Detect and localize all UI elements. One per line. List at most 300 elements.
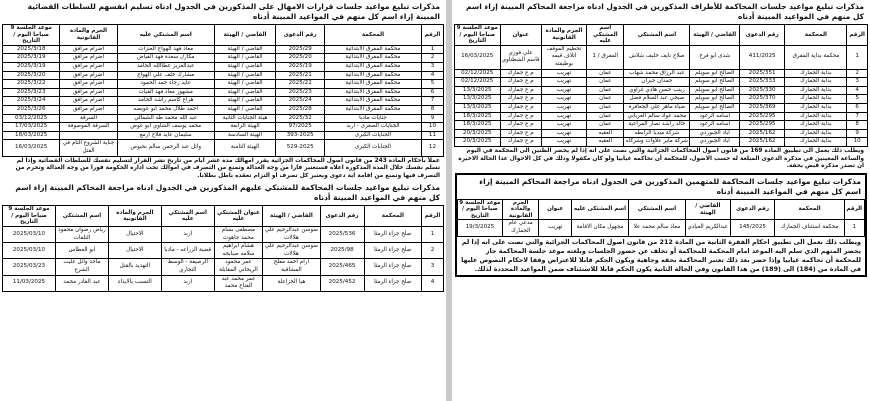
column-header: المحكمة (785, 25, 847, 46)
table-row (3, 88, 444, 97)
table-cell: الصالح ابو سويلم (690, 78, 740, 87)
table-cell: 2025/330 (740, 86, 785, 95)
table-cell: 8 (421, 105, 443, 114)
column-header: الجرم والمادة القانونية (108, 206, 161, 227)
table-cell: بداية الجمارك (785, 86, 847, 95)
table-cell: 411/2025 (740, 45, 785, 69)
left-table2-header (3, 206, 444, 227)
table-cell: 6 (847, 103, 868, 112)
table-cell: 02/12/2025 (455, 78, 501, 87)
table-cell: م ع جمارك (500, 78, 541, 87)
table-cell: محكمة المفرق الابتدائية (324, 80, 421, 89)
table-cell: ضياء ماهر علي الجعافرة (624, 103, 690, 112)
table-cell: بداية الجمارك (785, 95, 847, 104)
table-cell: صلح جزاء الرمثا (364, 243, 421, 259)
table-cell: محكمة المفرق الابتدائية (324, 71, 421, 80)
table-cell: 2 (421, 243, 443, 259)
table-cell: اضرام مرافق (60, 45, 117, 54)
table-row (3, 54, 444, 63)
table-cell: قضية الزراعه - مادبا (161, 243, 214, 259)
column-header: القاضي / الهيئة (685, 199, 730, 220)
table-cell: تهريب (541, 129, 586, 138)
table-cell: تهريب (541, 121, 586, 130)
column-header: الجرم والمادة القانونية (541, 25, 586, 46)
table-cell: عبد الله محمد طه الشمالي (117, 114, 214, 123)
table-row (455, 121, 868, 130)
table-cell: القاضي / الهيئة (214, 80, 276, 89)
table-cell: عمان (587, 86, 624, 95)
table-cell: 2025/162 (740, 138, 785, 147)
table-cell: 4 (847, 86, 868, 95)
column-header: الرقم (421, 25, 443, 46)
table-cell: جناية الشروع التام في القتل (60, 140, 117, 156)
table-cell: 2025/23 (276, 88, 325, 97)
table-cell: التسبب بالايذاء (108, 275, 161, 291)
table-cell: الصالح ابو سويلم (690, 95, 740, 104)
table-cell: بداية الجمارك (785, 103, 847, 112)
table-cell: الاحتيال (108, 243, 161, 259)
right-note1: ويطلب ذلك بعمل الى تطبيق المادة 169 من قانون اصول المحاكمات الجزائية والتي نصت على انه إذا لم يحضر الظنين الى المحكمة في اليوم والساعة المعينين في مذكرة الدعوى المبلغة له حسب الاصول، للمحكمة أن تحاكمه غيابيا ولو كان مكفولا وذلك في كل الاحوال عدا الحالة الاخيرة ان تصدر مذكرة قبض بحقه. (458, 147, 864, 170)
right-table2-body (458, 220, 865, 236)
table-cell: 2025/3/22 (3, 80, 60, 89)
table-cell: تهريب (541, 69, 586, 78)
column-header: رقم الدعوى (320, 206, 364, 227)
table-cell: محكمة المفرق الابتدائية (324, 97, 421, 106)
table-cell: ابو العطاس (55, 243, 108, 259)
table-cell: شركة ميديا الرابطه (624, 129, 690, 138)
table-cell: هزاع كاسم راشد الحامد (117, 97, 214, 106)
table-cell: 13/3/2025 (455, 86, 501, 95)
left-note1: عملاً بأحكام المادة 243 من قانون اصول المحاكمات الجزائية يقرر امهالك مدة عشر أيام من تاريخ نشر القرار لتسليم نفسك للسلطات القضائية وإذا لم تسلم نفسك خلال المدة المذكورة اعلاه فستعتبر فارا من وجه العدالة وتمنع من التصرف في اموالك تحت ادارة الحكومة فورا من وجه العدالة وتحرم من التصرف فيها وتمنع من اقامة اية دعوى ويعتبر كل تصرف او التزام تعقده باطل بطلانا. (15, 157, 440, 179)
table-row (3, 105, 444, 114)
column-header: رقم الدعوى (730, 199, 775, 220)
table-cell: 2 (421, 54, 443, 63)
table-cell: هشام ابراهيم سلامه صبابحه (214, 243, 263, 259)
table-cell: عمان (587, 103, 624, 112)
table-cell: الهيئة الرابعة (214, 123, 276, 132)
table-cell: 9 (421, 114, 443, 123)
table-cell: 145/2025 (730, 220, 775, 236)
left-table1-body (3, 45, 444, 156)
right-table1-body (455, 45, 868, 146)
table-cell: عبد الرزاق محمد شهاب (624, 69, 690, 78)
table-cell: 17/03/2025 (3, 123, 60, 132)
table-cell: حمدان جبران (624, 78, 690, 87)
table-row (3, 131, 444, 140)
table-cell: اربد (161, 227, 214, 243)
column-header: رقم الدعوى (276, 25, 325, 46)
table-cell: شدى ابو فرخ (690, 45, 740, 69)
column-header: الجرم والمادة القانونية (60, 25, 117, 46)
column-header: موعد الجلسة 9 صباحا اليوم / التاريخ (3, 25, 60, 46)
table-cell: زينب حسن هادي غراوي (624, 86, 690, 95)
table-cell: القاضي / الهيئة (214, 88, 276, 97)
table-cell: م ع جمارك (500, 112, 541, 121)
table-cell: صبحي عبد السلام فضل (624, 95, 690, 104)
table-row (455, 103, 868, 112)
table-cell: محكمة بداية المفرق (785, 45, 847, 69)
table-row (3, 243, 444, 259)
table-cell: م ع جمارك (500, 129, 541, 138)
table-row (3, 97, 444, 106)
table-cell: 2025/3/23 (3, 88, 60, 97)
table-cell: بداية الجمارك (785, 78, 847, 87)
table-cell: ارام احمد مفلح المشاقبة (263, 259, 320, 275)
table-row (455, 112, 868, 121)
table-row (3, 114, 444, 123)
table-cell: معاذ سالم محمد علا (628, 220, 685, 236)
table-cell: السرقة الموصوفة (60, 123, 117, 132)
table-cell: 3 (847, 78, 868, 87)
table-row (455, 138, 868, 147)
table-cell: القاضي / الهيئة (214, 62, 276, 71)
column-header: اسم المشتكي عليه (117, 25, 214, 46)
table-cell: م ع جمارك (500, 86, 541, 95)
table-cell: 4 (421, 71, 443, 80)
left-table1 (2, 24, 444, 157)
table-cell: شركة ماير علاوات وشركاه (624, 138, 690, 147)
column-header: الرقم (847, 25, 868, 46)
table-cell: مجهول مكان الاقامة (572, 220, 629, 236)
right-table2-header (458, 199, 865, 220)
table-cell: الجنايات الكبرى (324, 131, 421, 140)
table-cell: عمر محمد عبد الفتاح محمد (214, 275, 263, 291)
table-cell: 11/03/2025 (3, 275, 56, 291)
table-cell: السرقة (60, 114, 117, 123)
table-cell (60, 131, 117, 140)
table-cell: محكمة المفرق الابتدائية (324, 105, 421, 114)
table-cell: وائل عبد الرحمن سالم بحبوص (117, 140, 214, 156)
table-cell: صلاح نايف خليف شلاش (624, 45, 690, 69)
table-cell: صلح جزاء الرمثا (364, 259, 421, 275)
table-cell: 3 (421, 259, 443, 275)
table-cell: مشهور معاذ فهد الفيات (117, 88, 214, 97)
table-cell: 2025/3/24 (3, 97, 60, 106)
table-cell: جنايات مادبا (324, 114, 421, 123)
table-cell: 2025/19 (276, 62, 325, 71)
table-cell: م ع جمارك (500, 138, 541, 147)
table-row (455, 129, 868, 138)
table-cell: محكمة استئناف الجمارك (775, 220, 844, 236)
column-header: اسم المشتكي (55, 206, 108, 227)
left-section2-title: مذكرات تبليغ مواعيد جلسات المحاكمة للمشتكي عليهم المذكورين في الجدول ادناه مراجعة المحاكم المبينة إزاء اسم كل منهم في المواعيد المبينة أدناه (15, 183, 440, 203)
column-header: موعد الجلسة 9 صباحا اليوم / التاريخ (459, 199, 501, 219)
table-cell: 02/12/2025 (455, 69, 501, 78)
right-table2 (457, 199, 865, 237)
table-cell: 2025/24 (276, 97, 325, 106)
table-cell: 20/3/2025 (455, 129, 501, 138)
table-cell: تهريب (539, 220, 572, 236)
table-cell: اربد (161, 275, 214, 291)
column-header: المحكمة (324, 25, 421, 46)
table-cell: 2025/03/23 (3, 259, 56, 275)
table-cell: مدعي عام الجمارك (502, 220, 539, 236)
right-note2: ويطلب ذلك بعمل الى تطبيق احكام الفقرة الثانية من المادة 212 من قانون اصول المحاكمات الجزائية والتي نصت على انه إذا لم يحضر المتهم الذي سلم اليه الموعد امام المحكمة للمحاكمة أو تخلف عن حضور الجلسات وبلغته موعد جلسة المحاكمة جاز للمحكمة أن تحاكمه غيابيا وإذا حضر بعد ذلك تعتبر المحاكمة بحقه وجاهية ويكون الحكم قابلا للاعتراض وفقا لاحكام النصوص عليها في المادة من (184) الى (189) من هذا القانون وفي الحالة الثانية يكون الحكم قابلا للاستئناف ضمن المواعيد المحددة لذلك. (461, 237, 861, 273)
table-cell: عبد القادر محمد (55, 275, 108, 291)
table-cell: الجنايات الصغرى - اربد (324, 123, 421, 132)
table-cell: 2025/369 (740, 103, 785, 112)
table-cell: القاضي / الهيئة (214, 105, 276, 114)
table-row (458, 220, 865, 236)
table-cell: 2025/03/10 (3, 243, 56, 259)
table-cell: 2025/3/18 (3, 45, 60, 54)
table-cell: 2025/3/19 (3, 62, 60, 71)
table-cell: تهريب (541, 138, 586, 147)
table-cell: عايد رجاء حمد الحمود (117, 80, 214, 89)
table-cell: اضرام مرافق (60, 62, 117, 71)
table-cell: 2025/29 (276, 45, 325, 54)
table-cell: صلح جزاء الرمثا (364, 227, 421, 243)
column-header: اسم المشتكي (628, 199, 685, 220)
table-row (455, 78, 868, 87)
column-header: القاضي / الهيئة (690, 25, 740, 46)
table-cell: احمد طلال محمد ابو عويضه (117, 105, 214, 114)
table-cell: 16/03/2025 (455, 45, 501, 69)
right-column (452, 0, 870, 401)
table-cell: 18/3/2025 (455, 112, 501, 121)
table-cell: محكمة المفرق الابتدائية (324, 45, 421, 54)
right-table1-header (455, 25, 868, 46)
table-row (3, 227, 444, 243)
table-row (3, 275, 444, 291)
table-cell: 13/3/2025 (455, 103, 501, 112)
table-cell: م ع جمارك (500, 95, 541, 104)
table-cell: 5 (847, 95, 868, 104)
table-cell: اضرام مرافق (60, 71, 117, 80)
table-cell: م ع جمارك (500, 69, 541, 78)
table-cell: عمان (587, 121, 624, 130)
column-header: المحكمة (364, 206, 421, 227)
table-cell: 20/3/2025 (455, 138, 501, 147)
table-cell: 2025/452 (320, 275, 364, 291)
table-cell: 2025/28 (276, 105, 325, 114)
table-cell: 12 (421, 140, 443, 156)
table-cell: 7 (421, 97, 443, 106)
table-cell: اياد الجبوردي (690, 138, 740, 147)
table-cell: اضرام مرافق (60, 88, 117, 97)
table-cell: 2025/3/26 (3, 105, 60, 114)
table-cell: محكمة المفرق الابتدائية (324, 88, 421, 97)
table-cell: العقبه (587, 129, 624, 138)
table-cell: الرصيفة - الوسط التجاري (161, 259, 214, 275)
right-section1-title: مذكرات تبليغ مواعيد جلسات المحاكمة للأطراف المذكورين في الجدول ادناه مراجعة المحاكم المبينة إزاء اسم كل منهم في المواعيد المبينة أدناه (466, 2, 864, 21)
table-cell: بداية الجمارك (785, 138, 847, 147)
table-cell: عمان (587, 95, 624, 104)
table-cell: هيا الخزاعلة (263, 275, 320, 291)
table-cell: اياد الجبوردي (690, 129, 740, 138)
table-row (455, 45, 868, 69)
table-cell: 2025/3/19 (3, 54, 60, 63)
column-header: القاضي / الهيئة (214, 25, 276, 46)
table-cell: 2025/465 (320, 259, 364, 275)
table-cell: عمان (587, 69, 624, 78)
table-cell: 2025/21 (276, 71, 325, 80)
table-cell: اضرام مرافق (60, 54, 117, 63)
column-header: عنوان (500, 25, 541, 46)
table-cell: اسامه الرعود (690, 121, 740, 130)
table-row (455, 95, 868, 104)
table-cell: 13/3/2025 (455, 95, 501, 104)
table-cell: 1 (844, 220, 864, 236)
table-cell: 2025/536 (320, 227, 364, 243)
table-cell: رياض رضوان محمود التلفات (55, 227, 108, 243)
table-cell: المفرق / 1 (587, 45, 624, 69)
table-cell: 2025/20 (276, 54, 325, 63)
table-cell: محمد عواد سالم العرباني (624, 112, 690, 121)
table-cell: بداية الجمارك (785, 69, 847, 78)
column-header: رقم الدعوى (740, 25, 785, 46)
table-cell: تهريب (541, 103, 586, 112)
table-cell: خالد راشد نصار المراعية (624, 121, 690, 130)
table-cell: الصالح ابو سويلم (690, 86, 740, 95)
table-cell: القاضي / الهيئة (214, 54, 276, 63)
column-header: اسم المشتكي (624, 25, 690, 46)
column-header: عنوان المشتكي عليه (214, 206, 263, 227)
table-cell: 11 (421, 131, 443, 140)
table-cell: الاحتيال (108, 227, 161, 243)
table-cell: 9 (847, 129, 868, 138)
table-cell: 2025/03/10 (3, 227, 56, 243)
right-table1 (454, 24, 868, 147)
table-cell: 2025/3/20 (3, 71, 60, 80)
table-cell: الجنايات الكبرى (324, 140, 421, 156)
table-cell: تهريب (541, 112, 586, 121)
table-cell: صلح جزاء الرمثا (364, 275, 421, 291)
table-cell: بداية الجمارك (785, 129, 847, 138)
table-row (3, 123, 444, 132)
table-cell: القاضي / الهيئة (214, 97, 276, 106)
table-cell: 10 (847, 138, 868, 147)
table-cell: تهريب (541, 86, 586, 95)
table-cell: الهيئة السادسة (214, 131, 276, 140)
table-cell: 529-2025 (276, 140, 325, 156)
column-header: موعد الجلسة 9 صباحا اليوم / التاريخ (3, 206, 56, 227)
table-cell: 2025/22 (276, 80, 325, 89)
table-cell: معاذ فهد الهواج العنزات (117, 45, 214, 54)
table-cell: عبدالعزيز عطاالله الحامد (117, 62, 214, 71)
table-cell: التهديد بالقتل (108, 259, 161, 275)
left-table2 (2, 205, 444, 292)
column-header: عنوان (539, 199, 572, 220)
left-table2-body (3, 227, 444, 292)
table-row (3, 140, 444, 156)
table-cell: 2025/32 (276, 114, 325, 123)
table-cell: القاضي / الهيئة (214, 45, 276, 54)
table-cell: 2025/98 (320, 243, 364, 259)
table-cell: 2025/162 (740, 129, 785, 138)
table-cell: 2025/333 (740, 78, 785, 87)
table-cell: اضرام مرافق (60, 97, 117, 106)
column-header: اسم المشتكي عليه (161, 206, 214, 227)
table-cell: 2025/351 (740, 69, 785, 78)
table-cell: م ع جمارك (500, 103, 541, 112)
table-cell: 97/2025 (276, 123, 325, 132)
table-row (3, 45, 444, 54)
table-cell: 16/03/2025 (3, 140, 60, 156)
table-cell: م ع جمارك (500, 121, 541, 130)
table-cell: تهريب (541, 95, 586, 104)
column-header: الرقم (421, 206, 443, 227)
column-header: اسم المشتكي عليه (587, 25, 624, 46)
table-row (3, 62, 444, 71)
table-cell: عمان (587, 112, 624, 121)
right-section2-title: مذكرات تبليغ مواعيد جلسات المحاكمة للمتهمين المذكورين في الجدول ادناه مراجعة المحاكم المبينة إزاء اسم كل منهم في المواعيد المبينة أدناه (479, 176, 861, 196)
table-cell: 3 (421, 62, 443, 71)
table-cell: 1 (421, 227, 443, 243)
table-cell: 1 (421, 45, 443, 54)
table-cell: محكمة المفرق الابتدائية (324, 62, 421, 71)
table-cell: 2025/370 (740, 95, 785, 104)
table-cell: مصطفى بسام محمد جاهوت (214, 227, 263, 243)
left-table1-header (3, 25, 444, 46)
left-section1-title: مذكرات تبليغ مواعيد جلسات قرارات الامهال على المذكورين في الجدول ادناه تسليم انفسهم للسلطات القضائية المبينة إزاء اسم كل منهم في المواعيد المبينة أدناه (27, 2, 440, 21)
table-cell: 03/12/2025 (3, 114, 60, 123)
table-row (455, 69, 868, 78)
table-cell: 4 (421, 275, 443, 291)
table-cell: 18/03/2025 (3, 131, 60, 140)
table-cell: محمد يوسف الشاوي ابو عوض (117, 123, 214, 132)
table-cell: 2025/295 (740, 121, 785, 130)
table-cell: اضرام مرافق (60, 80, 117, 89)
table-cell: ماجد وائل عليت الشرع (55, 259, 108, 275)
table-cell: اسامه الرعود (690, 112, 740, 121)
table-cell: الصالح ابو سويلم (690, 103, 740, 112)
table-cell: تهريب (541, 78, 586, 87)
table-cell: العقبه (587, 138, 624, 147)
table-cell: عمان (587, 78, 624, 87)
table-cell: 6 (421, 88, 443, 97)
column-header: القاضي / الهيئة (263, 206, 320, 227)
table-cell: الصالح ابو سويلم (690, 69, 740, 78)
column-header: الرقم (844, 199, 864, 220)
table-cell: سوسن عبدالرحيم علي هلالات (263, 243, 320, 259)
table-cell: عبدالكريم العبادي (685, 220, 730, 236)
table-cell: بداية الجمارك (785, 121, 847, 130)
table-row (3, 71, 444, 80)
table-cell: 18/3/2025 (455, 121, 501, 130)
table-cell: 19/3/2025 (458, 220, 503, 236)
table-cell: 8 (847, 121, 868, 130)
table-cell: 2 (847, 69, 868, 78)
table-cell: 393-2025 (276, 131, 325, 140)
column-header: الجرم والمادة القانونية (502, 199, 539, 220)
table-row (455, 86, 868, 95)
table-cell: سوسن عبدالرحيم علي هلالات (263, 227, 320, 243)
table-cell: عمر محمود الريحاني المقابلة (214, 259, 263, 275)
column-header: المحكمة (775, 199, 844, 220)
table-cell: القاضي / الهيئة (214, 71, 276, 80)
column-header: موعد الجلسة 9 صباحا اليوم / التاريخ (455, 25, 501, 46)
column-header: اسم المشتكى عليه (572, 199, 629, 220)
table-cell: 1 (847, 45, 868, 69)
table-row (3, 80, 444, 89)
table-cell: سليمان عايد فلاح ازمع (117, 131, 214, 140)
table-cell: 7 (847, 112, 868, 121)
table-cell: 2025/295 (740, 112, 785, 121)
table-row (3, 259, 444, 275)
table-cell: اضرام مرافق (60, 105, 117, 114)
table-cell: مشارك خلف علي الهواج (117, 71, 214, 80)
table-cell: هيئة الجنايات الثانية (214, 114, 276, 123)
table-cell: علي فوزي قاسم الشطناوي (500, 45, 541, 69)
table-cell: محكمة المفرق الابتدائية (324, 54, 421, 63)
table-cell: 10 (421, 123, 443, 132)
table-cell: تحطيم الموقف اتلاف قيمه بوظيفته (541, 45, 586, 69)
table-cell: مكازل سعدة فهد الفياض (117, 54, 214, 63)
table-cell: 5 (421, 80, 443, 89)
table-cell: الهيئة الثامنة (214, 140, 276, 156)
table-cell: بداية الجمارك (785, 112, 847, 121)
